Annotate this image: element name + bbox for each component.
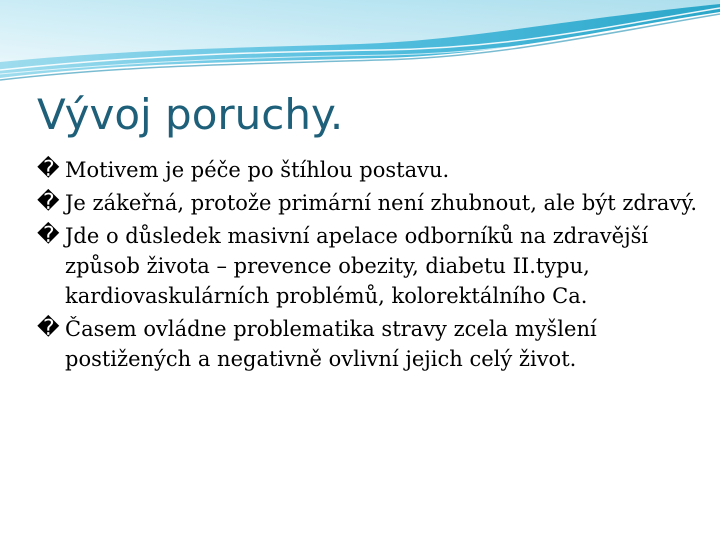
bullet-text: Časem ovládne problematika stravy zcela myšlení postižených a negativně ovlivní jejich celý život. — [65, 317, 597, 371]
replacement-character-icon: � — [37, 316, 60, 341]
replacement-character-icon: � — [37, 190, 60, 215]
bullet-list — [37, 155, 697, 377]
bullet-item — [37, 221, 697, 311]
replacement-character-icon: � — [37, 157, 60, 182]
bullet-item — [37, 188, 697, 218]
slide-title: Vývoj poruchy. — [37, 90, 344, 139]
header-wave-decoration — [0, 0, 720, 90]
bullet-text: Motivem je péče po štíhlou postavu. — [65, 158, 450, 182]
bullet-item — [37, 155, 697, 185]
bullet-item — [37, 314, 697, 374]
bullet-text: Jde o důsledek masivní apelace odborníků na zdravější způsob života – prevence obezity, diabetu II.typu, kardiovaskulárních problémů, kolorektálního Ca. — [65, 224, 649, 308]
bullet-text: Je zákeřná, protože primární není zhubnout, ale být zdravý. — [65, 191, 697, 215]
replacement-character-icon: � — [37, 223, 60, 248]
